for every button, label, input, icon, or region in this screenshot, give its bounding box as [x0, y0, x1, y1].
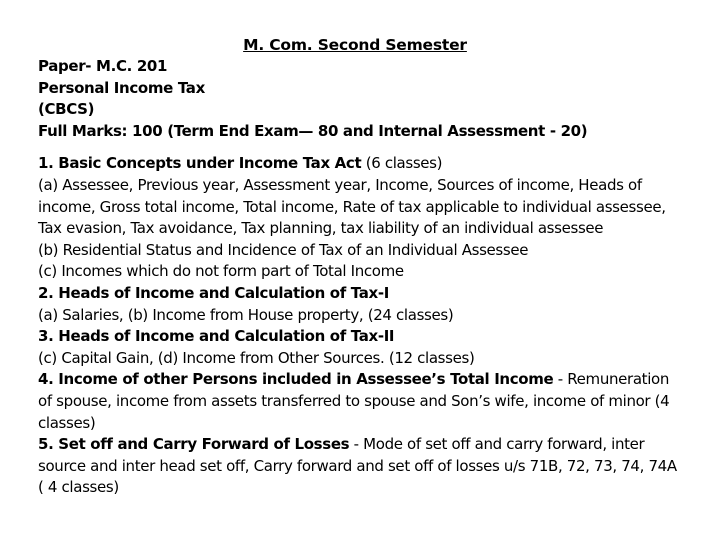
section-1-item-b: (b) Residential Status and Incidence of Tax of an Individual Assessee: [38, 240, 529, 259]
syllabus-sections: [38, 153, 678, 499]
full-marks: Full Marks: 100 (Term End Exam— 80 and Internal Assessment - 20): [38, 121, 588, 140]
paper-header: [38, 56, 678, 142]
document-body: [38, 56, 678, 499]
section-1-heading-line: [38, 153, 678, 175]
section-description: - Mode of set off and carry forward, inter source and inter head set off, Carry forward and set off of losses u/s 71B, 72, 73, 74, 74A ( 4 classes): [38, 435, 677, 497]
document-title: M. Com. Second Semester: [243, 36, 467, 54]
paper-scheme: (CBCS): [38, 100, 95, 119]
section-3-item: (c) Capital Gain, (d) Income from Other Sources. (12 classes): [38, 348, 475, 367]
section-2-item: (a) Salaries, (b) Income from House property, (24 classes): [38, 305, 454, 324]
section-4-line: [38, 369, 678, 434]
section-heading: 5. Set off and Carry Forward of Losses: [38, 435, 350, 454]
section-1-item-a: (a) Assessee, Previous year, Assessment year, Income, Sources of income, Heads of income, Gross total income, Total income, Rate of tax applicable to individual assessee, Tax evasion, Tax avoidance, Tax planning, tax liability of an individual assessee: [38, 175, 666, 238]
section-3-heading: 3. Heads of Income and Calculation of Tax-II: [38, 327, 395, 346]
section-description: - Remuneration of spouse, income from assets transferred to spouse and Son’s wife, income of minor (4 classes): [38, 370, 670, 432]
paper-code: Paper- M.C. 201: [38, 57, 168, 75]
section-classes: (6 classes): [365, 154, 443, 173]
section-heading: 4. Income of other Persons included in Assessee’s Total Income: [38, 370, 554, 389]
paper-subject: Personal Income Tax: [38, 78, 205, 97]
section-heading: 1. Basic Concepts under Income Tax Act: [38, 154, 362, 173]
section-1-item-c: (c) Incomes which do not form part of Total Income: [38, 262, 404, 281]
section-2-heading: 2. Heads of Income and Calculation of Tax-I: [38, 283, 389, 302]
section-5-line: [38, 434, 678, 499]
